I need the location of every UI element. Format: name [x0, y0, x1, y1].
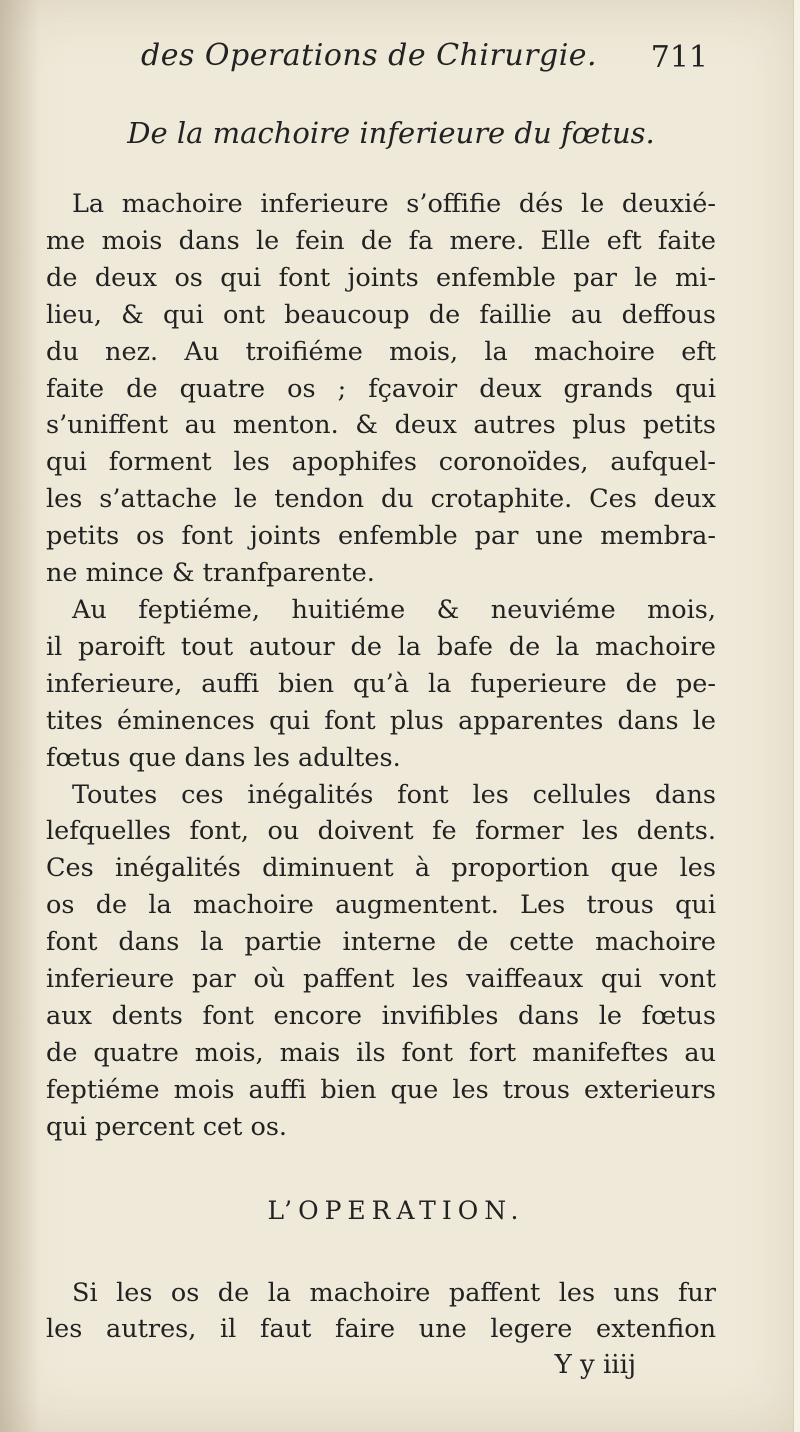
- text-line: os de la machoire augmentent. Les trous qui: [46, 890, 716, 921]
- text-line: Toutes ces inégalités font les cellules dans: [72, 779, 716, 810]
- text-line: qui forment les apophifes coronoïdes, aufquel-: [46, 447, 716, 478]
- running-head: [46, 38, 716, 102]
- running-title: des Operations de Chirurgie.: [141, 38, 598, 73]
- text-line: inferieure par où paffent les vaiffeaux qui vont: [46, 964, 716, 995]
- text-line: de deux os qui font joints enfemble par le mi-: [46, 262, 716, 293]
- section-title: De la machoire inferieure du fœtus.: [127, 116, 655, 150]
- page-edge: [793, 0, 800, 1432]
- page-number: 711: [650, 40, 708, 75]
- operation-heading: L’OPERATION.: [267, 1195, 525, 1225]
- text-line: du nez. Au troifiéme mois, la machoire eft: [46, 336, 716, 367]
- text-line: font dans la partie interne de cette machoire: [46, 927, 716, 958]
- text-line: de quatre mois, mais ils font fort manifeftes au: [46, 1037, 716, 1068]
- signature-mark: Y y iiij: [554, 1350, 636, 1381]
- text-line: petits os font joints enfemble par une membra-: [46, 521, 716, 552]
- text-line: me mois dans le fein de fa mere. Elle eft faite: [46, 225, 716, 256]
- paragraph-3: [46, 777, 716, 1146]
- text-line: il paroift tout autour de la bafe de la machoire: [46, 631, 716, 662]
- paragraph-2: [46, 592, 716, 777]
- text-line: lefquelles font, ou doivent fe former les dents.: [46, 816, 716, 847]
- text-line: ne mince & tranfparente.: [46, 558, 375, 589]
- text-line: les autres, il faut faire une legere extenfion: [46, 1314, 716, 1345]
- text-line: fœtus que dans les adultes.: [46, 742, 401, 773]
- text-line: Ces inégalités diminuent à proportion que les: [46, 853, 716, 884]
- text-line: tites éminences qui font plus apparentes dans le: [46, 705, 716, 736]
- paragraph-1: [46, 186, 716, 592]
- text-line: qui percent cet os.: [46, 1111, 288, 1142]
- text-line: Au feptiéme, huitiéme & neuviéme mois,: [72, 594, 716, 625]
- text-line: faite de quatre os ; fçavoir deux grands qui: [46, 373, 716, 404]
- text-line: s’uniffent au menton. & deux autres plus petits: [46, 410, 716, 441]
- text-line: lieu, & qui ont beaucoup de faillie au deffous: [46, 299, 716, 330]
- text-line: Si les os de la machoire paffent les uns fur: [72, 1277, 716, 1308]
- gutter-shadow: [0, 0, 40, 1432]
- text-line: les s’attache le tendon du crotaphite. Ces deux: [46, 484, 716, 515]
- text-line: inferieure, auffi bien qu’à la fuperieure de pe-: [46, 668, 716, 699]
- text-line: feptiéme mois auffi bien que les trous exterieurs: [46, 1074, 716, 1105]
- text-block: [46, 38, 716, 1380]
- text-line: aux dents font encore invifibles dans le fœtus: [46, 1000, 716, 1031]
- text-line: La machoire inferieure s’offifie dés le deuxié-: [72, 189, 716, 219]
- operation-paragraph: [46, 1275, 716, 1349]
